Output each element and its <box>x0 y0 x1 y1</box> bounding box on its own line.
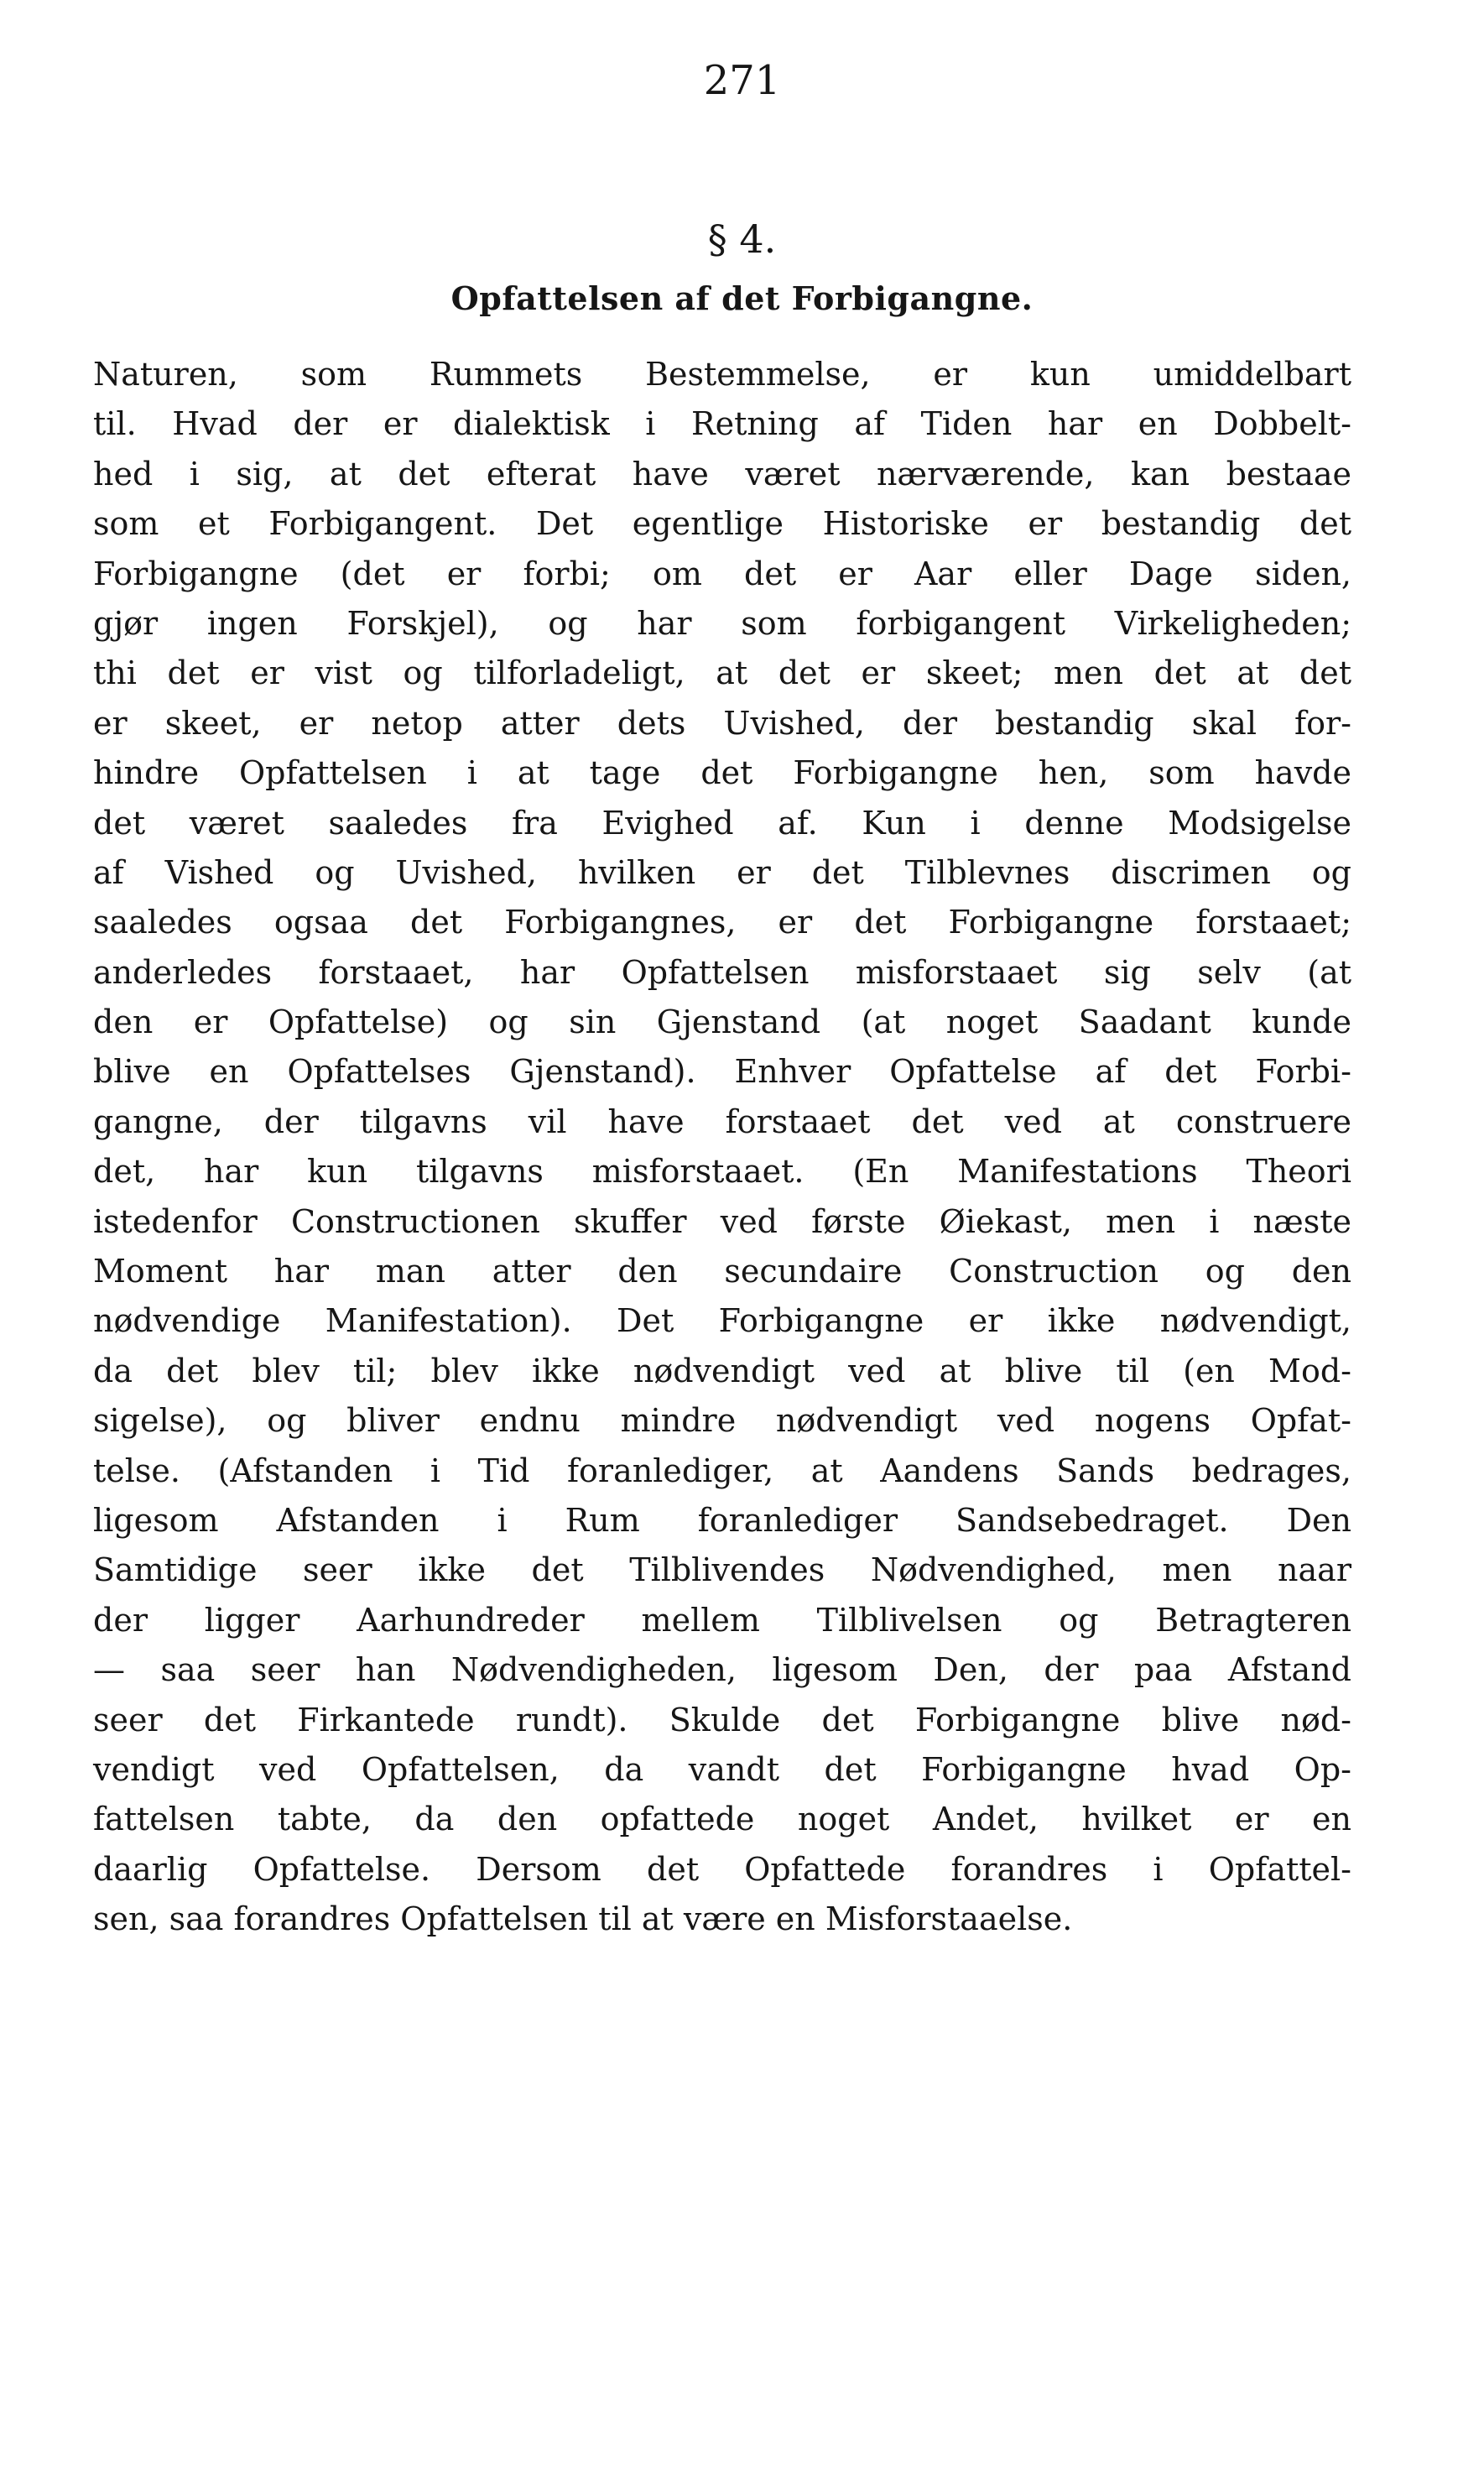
text-line: gjør ingen Forskjel), og har som forbigangent Virkeligheden; <box>93 604 1351 642</box>
text-line: vendigt ved Opfattelsen, da vandt det Forbigangne hvad Op- <box>93 1750 1351 1788</box>
section-heading: Opfattelsen af det Forbigangne. <box>450 279 1034 317</box>
text-line: nødvendige Manifestation). Det Forbigangne er ikke nødvendigt, <box>93 1302 1351 1340</box>
text-line: af Vished og Uvished, hvilken er det Tilblevnes discrimen og <box>93 853 1351 891</box>
text-line: er skeet, er netop atter dets Uvished, der bestandig skal for- <box>93 704 1351 742</box>
text-line: Naturen, som Rummets Bestemmelse, er kun umiddelbart <box>93 356 1351 393</box>
text-line: den er Opfattelse) og sin Gjenstand (at noget Saadant kunde <box>93 1003 1351 1041</box>
text-line: sigelse), og bliver endnu mindre nødvendigt ved nogens Opfat- <box>93 1402 1351 1440</box>
text-line: som et Forbigangent. Det egentlige Historiske er bestandig det <box>93 505 1351 543</box>
text-line: thi det er vist og tilforladeligt, at det er skeet; men det at det <box>93 654 1351 692</box>
text-line: det, har kun tilgavns misforstaaet. (En Manifestations Theori <box>93 1153 1351 1191</box>
text-line: fattelsen tabte, da den opfattede noget Andet, hvilket er en <box>93 1801 1351 1838</box>
text-line: ligesom Afstanden i Rum foranlediger Sandsebedraget. Den <box>93 1501 1351 1539</box>
text-line: sen, saa forandres Opfattelsen til at være en Misforstaaelse. <box>93 1900 1073 1938</box>
text-line: Samtidige seer ikke det Tilblivendes Nødvendighed, men naar <box>93 1551 1351 1589</box>
text-line: blive en Opfattelses Gjenstand). Enhver Opfattelse af det Forbi- <box>93 1053 1351 1091</box>
text-line: til. Hvad der er dialektisk i Retning af Tiden har en Dobbelt- <box>93 405 1351 443</box>
text-line: da det blev til; blev ikke nødvendigt ved at blive til (en Mod- <box>93 1352 1351 1389</box>
text-line: Moment har man atter den secundaire Construction og den <box>93 1253 1351 1290</box>
text-line: saaledes ogsaa det Forbigangnes, er det Forbigangne forstaaet; <box>93 904 1351 941</box>
text-line: gangne, der tilgavns vil have forstaaet det ved at construere <box>93 1102 1351 1140</box>
text-line: der ligger Aarhundreder mellem Tilblivelsen og Betragteren <box>93 1601 1351 1639</box>
text-line: seer det Firkantede rundt). Skulde det Forbigangne blive nød- <box>93 1701 1351 1738</box>
text-line: daarlig Opfattelse. Dersom det Opfattede forandres i Opfattel- <box>93 1850 1351 1888</box>
text-line: Forbigangne (det er forbi; om det er Aar eller Dage siden, <box>93 555 1351 592</box>
body-text <box>93 350 1351 1945</box>
text-line: det været saaledes fra Evighed af. Kun i denne Modsigelse <box>93 804 1351 842</box>
section-number: § 4. <box>707 216 777 262</box>
page-number: 271 <box>703 57 781 104</box>
text-line: hed i sig, at det efterat have været nærværende, kan bestaae <box>93 455 1351 493</box>
text-line: telse. (Afstanden i Tid foranlediger, at Aandens Sands bedrages, <box>93 1452 1351 1489</box>
text-line: — saa seer han Nødvendigheden, ligesom Den, der paa Afstand <box>93 1651 1351 1689</box>
text-line: hindre Opfattelsen i at tage det Forbigangne hen, som havde <box>93 754 1351 792</box>
text-line: istedenfor Constructionen skuffer ved første Øiekast, men i næste <box>93 1202 1351 1240</box>
text-line: anderledes forstaaet, har Opfattelsen misforstaaet sig selv (at <box>93 953 1351 991</box>
